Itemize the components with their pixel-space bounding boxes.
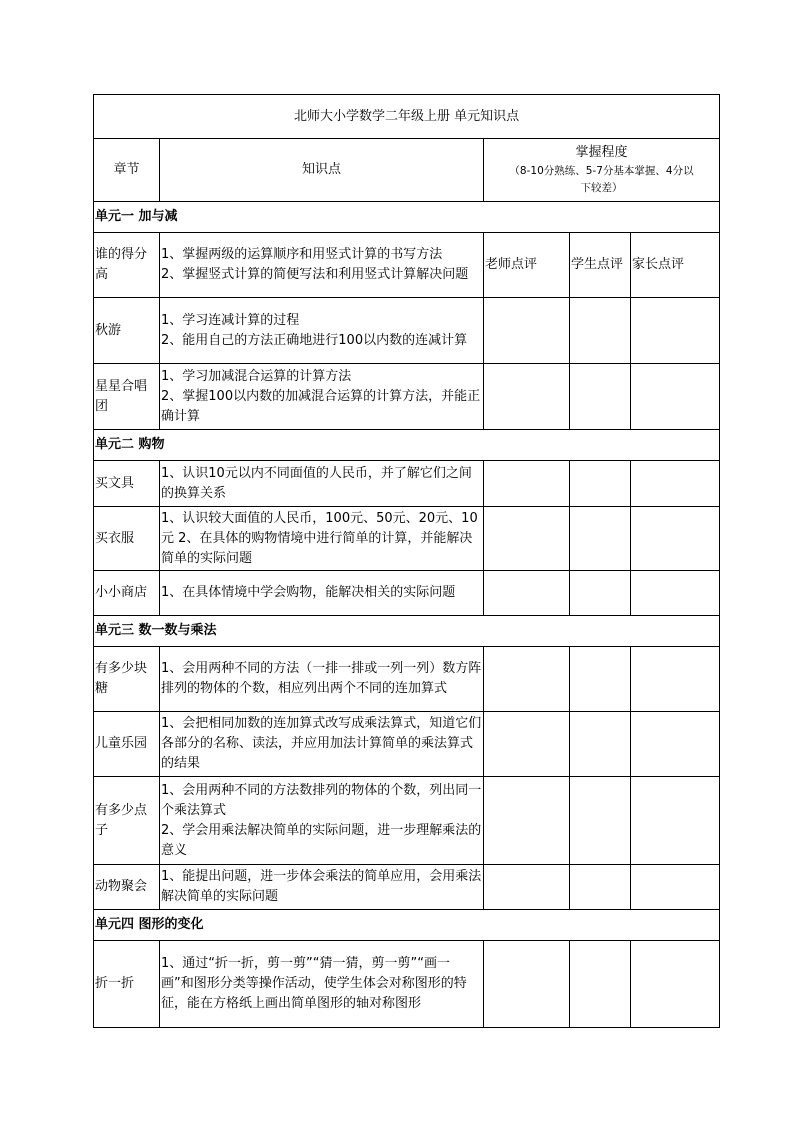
unit-row — [94, 430, 720, 461]
unit-title: 单元四 图形的变化 — [94, 910, 720, 941]
eval-cell-student[interactable] — [570, 647, 631, 712]
eval-cell-student[interactable] — [570, 777, 631, 865]
knowledge-cell — [160, 647, 484, 712]
table-row — [94, 298, 720, 364]
knowledge-cell — [160, 777, 484, 865]
chapter-cell: 星星合唱团 — [94, 364, 160, 430]
chapter-cell: 买衣服 — [94, 507, 160, 571]
knowledge-cell — [160, 865, 484, 910]
eval-cell-parent[interactable] — [631, 712, 720, 777]
eval-cell-student[interactable] — [570, 507, 631, 571]
knowledge-cell — [160, 364, 484, 430]
document-title: 北师大小学数学二年级上册 单元知识点 — [94, 95, 720, 139]
knowledge-line: 1、通过“折一折，剪一剪”“猜一猜，剪一剪”“画一画”和图形分类等操作活动，使学生体会对称图形的特征，能在方格纸上画出简单图形的轴对称图形 — [161, 956, 467, 1011]
chapter-cell: 有多少点子 — [94, 777, 160, 865]
chapter-cell: 买文具 — [94, 461, 160, 507]
unit-row — [94, 202, 720, 233]
eval-cell-student[interactable] — [570, 364, 631, 430]
knowledge-line: 1、学习加减混合运算的计算方法 — [161, 368, 352, 384]
table-row — [94, 233, 720, 298]
eval-cell-parent[interactable] — [631, 461, 720, 507]
knowledge-cell — [160, 461, 484, 507]
eval-cell-parent[interactable] — [631, 507, 720, 571]
unit-row — [94, 616, 720, 647]
eval-cell-student[interactable] — [570, 461, 631, 507]
knowledge-line: 1、学习连减计算的过程 — [161, 312, 300, 328]
table-row — [94, 941, 720, 1028]
unit-row — [94, 910, 720, 941]
eval-cell-teacher[interactable] — [484, 777, 570, 865]
header-knowledge: 知识点 — [160, 139, 484, 202]
knowledge-cell — [160, 507, 484, 571]
eval-cell-student[interactable] — [570, 865, 631, 910]
header-chapter: 章节 — [94, 139, 160, 202]
chapter-cell: 谁的得分高 — [94, 233, 160, 298]
eval-cell-teacher[interactable] — [484, 507, 570, 571]
eval-cell-teacher[interactable] — [484, 364, 570, 430]
eval-cell-teacher[interactable] — [484, 571, 570, 616]
header-mastery-note-2: 下较差） — [580, 182, 623, 194]
knowledge-cell — [160, 298, 484, 364]
table-row — [94, 571, 720, 616]
knowledge-line: 1、会把相同加数的连加算式改写成乘法算式，知道它们各部分的名称、读法，并应用加法计算简单的乘法算式的结果 — [161, 716, 482, 771]
title-row — [94, 95, 720, 139]
eval-cell-teacher[interactable] — [484, 712, 570, 777]
knowledge-line: 1、认识10元以内不同面值的人民币，并了解它们之间的换算关系 — [161, 465, 472, 501]
knowledge-line: 1、会用两种不同的方法（一排一排或一列一列）数方阵排列的物体的个数，相应列出两个不同的连加算式 — [161, 661, 482, 696]
knowledge-cell — [160, 712, 484, 777]
knowledge-line: 2、能用自己的方法正确地进行100以内数的连减计算 — [161, 332, 468, 348]
chapter-cell: 小小商店 — [94, 571, 160, 616]
table-row — [94, 507, 720, 571]
header-mastery-note-1: （8-10分熟练、5-7分基本掌握、4分以 — [509, 165, 694, 177]
eval-cell-teacher[interactable] — [484, 461, 570, 507]
chapter-cell: 儿童乐园 — [94, 712, 160, 777]
chapter-cell: 有多少块糖 — [94, 647, 160, 712]
eval-cell-student[interactable]: 学生点评 — [570, 233, 631, 298]
table-row — [94, 364, 720, 430]
knowledge-line: 1、能提出问题，进一步体会乘法的简单应用，会用乘法解决简单的实际问题 — [161, 869, 482, 904]
knowledge-line: 1、在具体情境中学会购物，能解决相关的实际问题 — [161, 585, 456, 600]
header-mastery — [484, 139, 720, 202]
knowledge-line: 1、认识较大面值的人民币，100元、50元、20元、10元 2、在具体的购物情境中进行简单的计算，并能解决简单的实际问题 — [161, 510, 478, 566]
knowledge-line: 2、掌握100以内数的加减混合运算的计算方法，并能正确计算 — [161, 388, 481, 424]
eval-cell-student[interactable] — [570, 571, 631, 616]
knowledge-cell — [160, 941, 484, 1028]
knowledge-line: 2、学会用乘法解决简单的实际问题，进一步理解乘法的意义 — [161, 822, 482, 858]
knowledge-cell — [160, 233, 484, 298]
table-row — [94, 647, 720, 712]
eval-cell-teacher[interactable] — [484, 941, 570, 1028]
knowledge-line: 1、会用两种不同的方法数排列的物体的个数，列出同一个乘法算式 — [161, 782, 482, 818]
eval-cell-teacher[interactable]: 老师点评 — [484, 233, 570, 298]
eval-cell-parent[interactable] — [631, 364, 720, 430]
unit-title: 单元二 购物 — [94, 430, 720, 461]
eval-cell-teacher[interactable] — [484, 647, 570, 712]
header-row — [94, 139, 720, 202]
eval-cell-parent[interactable] — [631, 777, 720, 865]
eval-cell-parent[interactable] — [631, 865, 720, 910]
chapter-cell: 折一折 — [94, 941, 160, 1028]
knowledge-line: 2、掌握竖式计算的简便写法和利用竖式计算解决问题 — [161, 267, 469, 282]
knowledge-line: 1、掌握两级的运算顺序和用竖式计算的书写方法 — [161, 247, 443, 262]
chapter-cell: 动物聚会 — [94, 865, 160, 910]
eval-cell-parent[interactable] — [631, 571, 720, 616]
unit-title: 单元一 加与减 — [94, 202, 720, 233]
header-mastery-label: 掌握程度 — [575, 145, 628, 160]
eval-cell-student[interactable] — [570, 298, 631, 364]
table-row — [94, 777, 720, 865]
eval-cell-parent[interactable] — [631, 298, 720, 364]
eval-cell-teacher[interactable] — [484, 865, 570, 910]
table-row — [94, 712, 720, 777]
knowledge-cell — [160, 571, 484, 616]
eval-cell-parent[interactable]: 家长点评 — [631, 233, 720, 298]
knowledge-table — [93, 94, 720, 1028]
table-row — [94, 865, 720, 910]
eval-cell-parent[interactable] — [631, 647, 720, 712]
table-row — [94, 461, 720, 507]
eval-cell-student[interactable] — [570, 941, 631, 1028]
eval-cell-teacher[interactable] — [484, 298, 570, 364]
eval-cell-parent[interactable] — [631, 941, 720, 1028]
eval-cell-student[interactable] — [570, 712, 631, 777]
chapter-cell: 秋游 — [94, 298, 160, 364]
unit-title: 单元三 数一数与乘法 — [94, 616, 720, 647]
